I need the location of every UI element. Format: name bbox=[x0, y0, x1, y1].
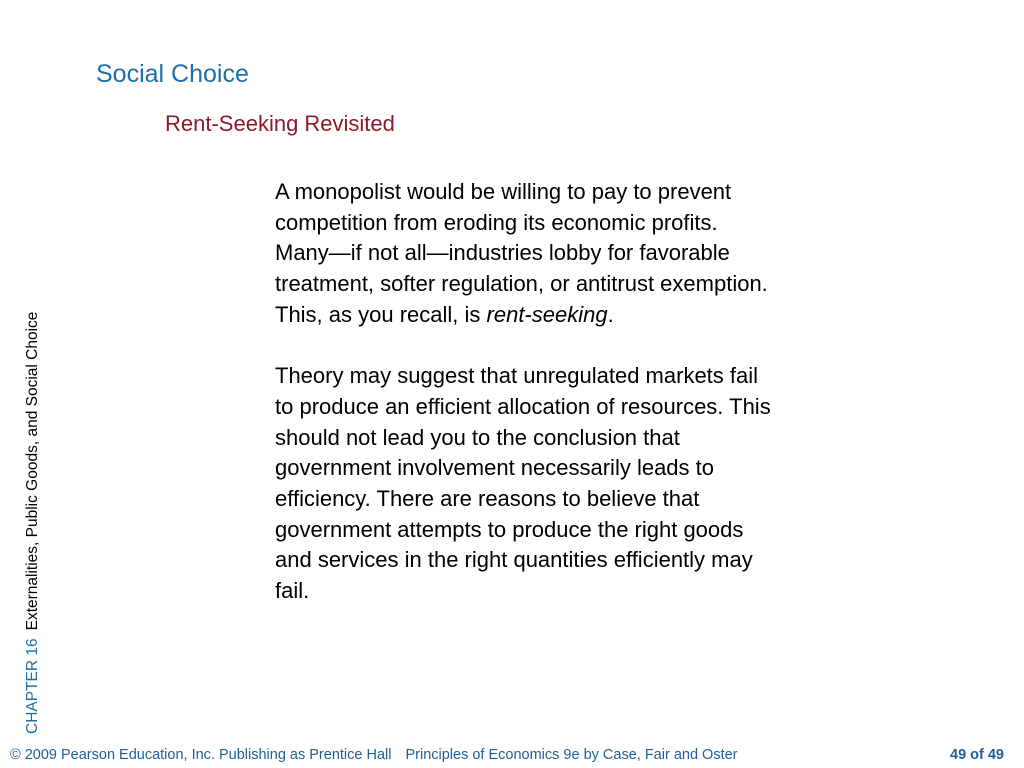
page-number: 49 of 49 bbox=[950, 747, 1004, 763]
slide-body bbox=[275, 177, 865, 607]
footer-copyright: © 2009 Pearson Education, Inc. Publishing as Prentice Hall bbox=[10, 747, 392, 763]
slide-title: Social Choice bbox=[96, 60, 249, 88]
paragraph-1-text: A monopolist would be willing to pay to prevent competition from eroding its economic profits. Many—if not all—industries lobby for favorable treatment, softer regulation, or antitrust exemption. This, as you recall, is bbox=[275, 179, 768, 327]
chapter-number: CHAPTER 16 bbox=[24, 638, 41, 734]
body-paragraph-2: Theory may suggest that unregulated markets fail to produce an efficient allocation of resources. This should not lead you to the conclusion that government involvement necessarily leads to efficiency. There are reasons to believe that government attempts to produce the right goods and services in the right quantities efficiently may fail. bbox=[275, 363, 771, 604]
footer-book: Principles of Economics 9e by Case, Fair and Oster bbox=[405, 747, 738, 763]
body-paragraph-1 bbox=[275, 177, 865, 331]
footer bbox=[10, 747, 738, 763]
chapter-side-label bbox=[24, 312, 42, 734]
chapter-title: Externalities, Public Goods, and Social Choice bbox=[24, 311, 41, 631]
rent-seeking-term: rent-seeking bbox=[486, 301, 608, 327]
paragraph-1-end: . bbox=[607, 301, 614, 327]
slide-subtitle: Rent-Seeking Revisited bbox=[165, 111, 395, 136]
